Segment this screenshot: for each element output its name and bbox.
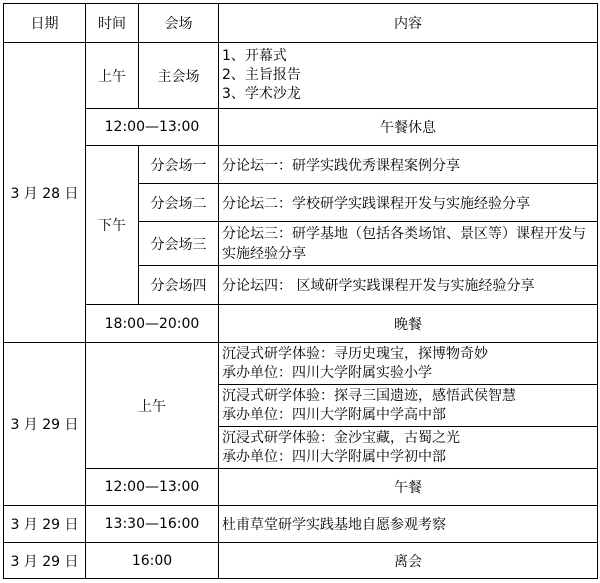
table-row bbox=[4, 543, 598, 579]
table-row bbox=[4, 469, 598, 506]
period-cell: 下午 bbox=[86, 146, 139, 305]
content-cell bbox=[219, 43, 598, 109]
venue-cell: 分会场一 bbox=[139, 146, 219, 184]
experience-title: 沉浸式研学体验：寻历史瑰宝，探博物奇妙 bbox=[222, 345, 488, 362]
header-content: 内容 bbox=[219, 4, 598, 43]
experience-title: 沉浸式研学体验：金沙宝藏，古蜀之光 bbox=[222, 429, 460, 446]
venue-cell: 分会场三 bbox=[139, 222, 219, 266]
time-cell: 13:30—16:00 bbox=[86, 506, 219, 543]
content-cell: 午餐休息 bbox=[219, 109, 598, 146]
date-cell: 3 月 29 日 bbox=[4, 343, 86, 506]
content-cell: 分论坛一：研学实践优秀课程案例分享 bbox=[219, 146, 598, 184]
header-row bbox=[4, 4, 598, 43]
table-row bbox=[4, 343, 598, 385]
content-cell bbox=[219, 343, 598, 385]
venue-cell: 分会场二 bbox=[139, 184, 219, 222]
header-time: 时间 bbox=[86, 4, 139, 43]
time-cell: 16:00 bbox=[86, 543, 219, 579]
experience-host: 承办单位：四川大学附属实验小学 bbox=[222, 364, 432, 381]
content-cell: 杜甫草堂研学实践基地自愿参观考察 bbox=[219, 506, 598, 543]
venue-cell: 分会场四 bbox=[139, 266, 219, 305]
experience-title: 沉浸式研学体验：探寻三国遗迹，感悟武侯智慧 bbox=[222, 387, 516, 404]
header-venue: 会场 bbox=[139, 4, 219, 43]
period-cell: 上午 bbox=[86, 343, 219, 469]
content-cell bbox=[219, 427, 598, 469]
content-cell: 晚餐 bbox=[219, 305, 598, 343]
table-row bbox=[4, 305, 598, 343]
content-cell: 分论坛三：研学基地（包括各类场馆、景区等）课程开发与实施经验分享 bbox=[219, 222, 598, 266]
schedule-table bbox=[3, 3, 598, 579]
experience-host: 承办单位：四川大学附属中学初中部 bbox=[222, 448, 446, 465]
table-row bbox=[4, 109, 598, 146]
table-row bbox=[4, 43, 598, 109]
content-cell: 午餐 bbox=[219, 469, 598, 506]
content-cell bbox=[219, 385, 598, 427]
date-cell: 3 月 28 日 bbox=[4, 43, 86, 343]
header-date: 日期 bbox=[4, 4, 86, 43]
table-row bbox=[4, 506, 598, 543]
period-cell: 上午 bbox=[86, 43, 139, 109]
date-cell: 3 月 29 日 bbox=[4, 543, 86, 579]
content-cell: 分论坛二：学校研学实践课程开发与实施经验分享 bbox=[219, 184, 598, 222]
agenda-item: 1、开幕式 bbox=[222, 48, 287, 64]
time-cell: 12:00—13:00 bbox=[86, 109, 219, 146]
table-row bbox=[4, 146, 598, 184]
content-cell: 离会 bbox=[219, 543, 598, 579]
venue-cell: 主会场 bbox=[139, 43, 219, 109]
agenda-item: 2、主旨报告 bbox=[222, 67, 301, 83]
content-cell: 分论坛四： 区域研学实践课程开发与实施经验分享 bbox=[219, 266, 598, 305]
time-cell: 12:00—13:00 bbox=[86, 469, 219, 506]
date-cell: 3 月 29 日 bbox=[4, 506, 86, 543]
agenda-item: 3、学术沙龙 bbox=[222, 86, 301, 102]
experience-host: 承办单位：四川大学附属中学高中部 bbox=[222, 406, 446, 423]
time-cell: 18:00—20:00 bbox=[86, 305, 219, 343]
